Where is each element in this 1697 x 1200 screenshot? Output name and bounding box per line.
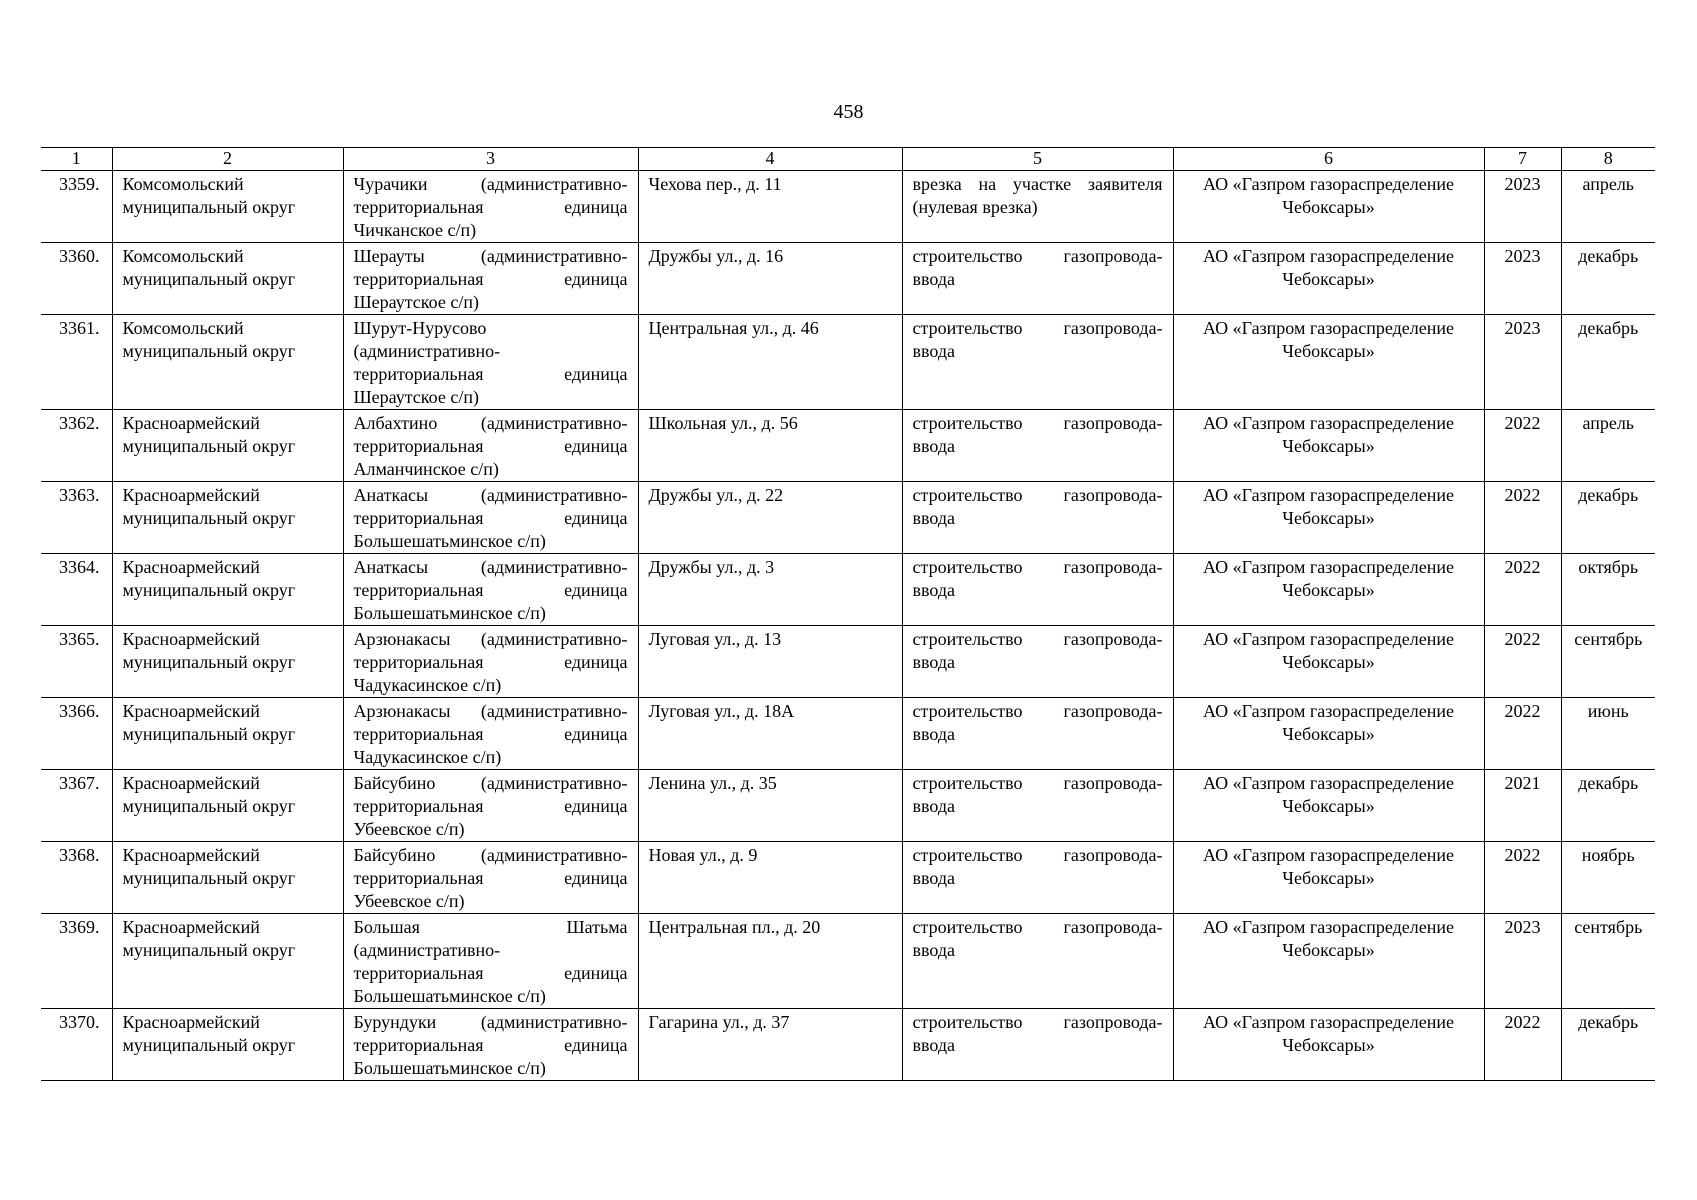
column-header-5: 5 (902, 148, 1173, 171)
address-cell: Луговая ул., д. 18А (638, 698, 902, 770)
settlement-cell: Чурачики (административно-территориальная единица Чичканское с/п) (343, 171, 638, 243)
district-cell: Красноармейский муниципальный округ (112, 770, 343, 842)
address-cell: Дружбы ул., д. 3 (638, 554, 902, 626)
table-row (41, 842, 1655, 914)
month-cell: апрель (1561, 171, 1655, 243)
settlement-cell: Анаткасы (административно-территориальная единица Большешатьминское с/п) (343, 554, 638, 626)
row-number: 3359. (41, 171, 112, 243)
address-cell: Дружбы ул., д. 22 (638, 482, 902, 554)
district-cell: Комсомольский муниципальный округ (112, 171, 343, 243)
district-cell: Красноармейский муниципальный округ (112, 626, 343, 698)
work-type-cell: строительство газопровода-ввода (902, 698, 1173, 770)
address-cell: Центральная пл., д. 20 (638, 914, 902, 1009)
organization-cell: АО «Газпром газораспределение Чебоксары» (1173, 171, 1484, 243)
row-number: 3362. (41, 410, 112, 482)
organization-cell: АО «Газпром газораспределение Чебоксары» (1173, 315, 1484, 410)
column-header-6: 6 (1173, 148, 1484, 171)
row-number: 3368. (41, 842, 112, 914)
year-cell: 2022 (1484, 410, 1561, 482)
address-cell: Новая ул., д. 9 (638, 842, 902, 914)
work-type-cell: строительство газопровода-ввода (902, 842, 1173, 914)
work-type-cell: строительство газопровода-ввода (902, 770, 1173, 842)
district-cell: Красноармейский муниципальный округ (112, 410, 343, 482)
column-header-8: 8 (1561, 148, 1655, 171)
column-header-7: 7 (1484, 148, 1561, 171)
table-row (41, 171, 1655, 243)
work-type-cell: строительство газопровода-ввода (902, 410, 1173, 482)
organization-cell: АО «Газпром газораспределение Чебоксары» (1173, 842, 1484, 914)
settlement-cell: Албахтино (административно-территориальная единица Алманчинское с/п) (343, 410, 638, 482)
district-cell: Комсомольский муниципальный округ (112, 315, 343, 410)
month-cell: октябрь (1561, 554, 1655, 626)
year-cell: 2022 (1484, 1009, 1561, 1081)
district-cell: Красноармейский муниципальный округ (112, 1009, 343, 1081)
settlement-cell: Шерауты (административно-территориальная единица Шераутское с/п) (343, 243, 638, 315)
address-cell: Гагарина ул., д. 37 (638, 1009, 902, 1081)
year-cell: 2022 (1484, 842, 1561, 914)
row-number: 3360. (41, 243, 112, 315)
organization-cell: АО «Газпром газораспределение Чебоксары» (1173, 482, 1484, 554)
month-cell: декабрь (1561, 1009, 1655, 1081)
table-row (41, 482, 1655, 554)
column-header-3: 3 (343, 148, 638, 171)
gasification-table (41, 147, 1655, 1081)
district-cell: Красноармейский муниципальный округ (112, 698, 343, 770)
district-cell: Красноармейский муниципальный округ (112, 482, 343, 554)
address-cell: Центральная ул., д. 46 (638, 315, 902, 410)
month-cell: декабрь (1561, 482, 1655, 554)
district-cell: Красноармейский муниципальный округ (112, 914, 343, 1009)
settlement-cell: Арзюнакасы (административно-территориальная единица Чадукасинское с/п) (343, 698, 638, 770)
row-number: 3361. (41, 315, 112, 410)
work-type-cell: врезка на участке заявителя (нулевая врезка) (902, 171, 1173, 243)
month-cell: сентябрь (1561, 914, 1655, 1009)
row-number: 3367. (41, 770, 112, 842)
column-header-4: 4 (638, 148, 902, 171)
row-number: 3369. (41, 914, 112, 1009)
month-cell: апрель (1561, 410, 1655, 482)
page-number: 458 (833, 101, 864, 123)
address-cell: Дружбы ул., д. 16 (638, 243, 902, 315)
work-type-cell: строительство газопровода-ввода (902, 243, 1173, 315)
organization-cell: АО «Газпром газораспределение Чебоксары» (1173, 1009, 1484, 1081)
address-cell: Чехова пер., д. 11 (638, 171, 902, 243)
row-number: 3366. (41, 698, 112, 770)
district-cell: Комсомольский муниципальный округ (112, 243, 343, 315)
month-cell: декабрь (1561, 770, 1655, 842)
year-cell: 2022 (1484, 698, 1561, 770)
row-number: 3364. (41, 554, 112, 626)
year-cell: 2022 (1484, 482, 1561, 554)
table-row (41, 698, 1655, 770)
organization-cell: АО «Газпром газораспределение Чебоксары» (1173, 554, 1484, 626)
year-cell: 2022 (1484, 554, 1561, 626)
month-cell: июнь (1561, 698, 1655, 770)
address-cell: Школьная ул., д. 56 (638, 410, 902, 482)
table-row (41, 1009, 1655, 1081)
organization-cell: АО «Газпром газораспределение Чебоксары» (1173, 626, 1484, 698)
column-header-1: 1 (41, 148, 112, 171)
organization-cell: АО «Газпром газораспределение Чебоксары» (1173, 770, 1484, 842)
month-cell: ноябрь (1561, 842, 1655, 914)
row-number: 3363. (41, 482, 112, 554)
organization-cell: АО «Газпром газораспределение Чебоксары» (1173, 914, 1484, 1009)
settlement-cell: Байсубино (административно-территориальная единица Убеевское с/п) (343, 842, 638, 914)
address-cell: Луговая ул., д. 13 (638, 626, 902, 698)
table-row (41, 914, 1655, 1009)
year-cell: 2021 (1484, 770, 1561, 842)
settlement-cell: Шурут-Нурусово (административно-территориальная единица Шераутское с/п) (343, 315, 638, 410)
organization-cell: АО «Газпром газораспределение Чебоксары» (1173, 410, 1484, 482)
settlement-cell: Большая Шатьма (административно-территориальная единица Большешатьминское с/п) (343, 914, 638, 1009)
column-header-2: 2 (112, 148, 343, 171)
year-cell: 2023 (1484, 243, 1561, 315)
year-cell: 2023 (1484, 914, 1561, 1009)
district-cell: Красноармейский муниципальный округ (112, 842, 343, 914)
work-type-cell: строительство газопровода-ввода (902, 626, 1173, 698)
table-row (41, 770, 1655, 842)
work-type-cell: строительство газопровода-ввода (902, 554, 1173, 626)
year-cell: 2022 (1484, 626, 1561, 698)
settlement-cell: Анаткасы (административно-территориальная единица Большешатьминское с/п) (343, 482, 638, 554)
table-row (41, 410, 1655, 482)
month-cell: декабрь (1561, 315, 1655, 410)
organization-cell: АО «Газпром газораспределение Чебоксары» (1173, 243, 1484, 315)
settlement-cell: Байсубино (административно-территориальная единица Убеевское с/п) (343, 770, 638, 842)
work-type-cell: строительство газопровода-ввода (902, 482, 1173, 554)
column-number-row (41, 148, 1655, 171)
work-type-cell: строительство газопровода-ввода (902, 914, 1173, 1009)
row-number: 3365. (41, 626, 112, 698)
year-cell: 2023 (1484, 315, 1561, 410)
table-row (41, 626, 1655, 698)
organization-cell: АО «Газпром газораспределение Чебоксары» (1173, 698, 1484, 770)
settlement-cell: Бурундуки (административно-территориальная единица Большешатьминское с/п) (343, 1009, 638, 1081)
table-row (41, 315, 1655, 410)
district-cell: Красноармейский муниципальный округ (112, 554, 343, 626)
month-cell: декабрь (1561, 243, 1655, 315)
work-type-cell: строительство газопровода-ввода (902, 315, 1173, 410)
row-number: 3370. (41, 1009, 112, 1081)
table-row (41, 554, 1655, 626)
table-row (41, 243, 1655, 315)
address-cell: Ленина ул., д. 35 (638, 770, 902, 842)
month-cell: сентябрь (1561, 626, 1655, 698)
year-cell: 2023 (1484, 171, 1561, 243)
work-type-cell: строительство газопровода-ввода (902, 1009, 1173, 1081)
settlement-cell: Арзюнакасы (административно-территориальная единица Чадукасинское с/п) (343, 626, 638, 698)
